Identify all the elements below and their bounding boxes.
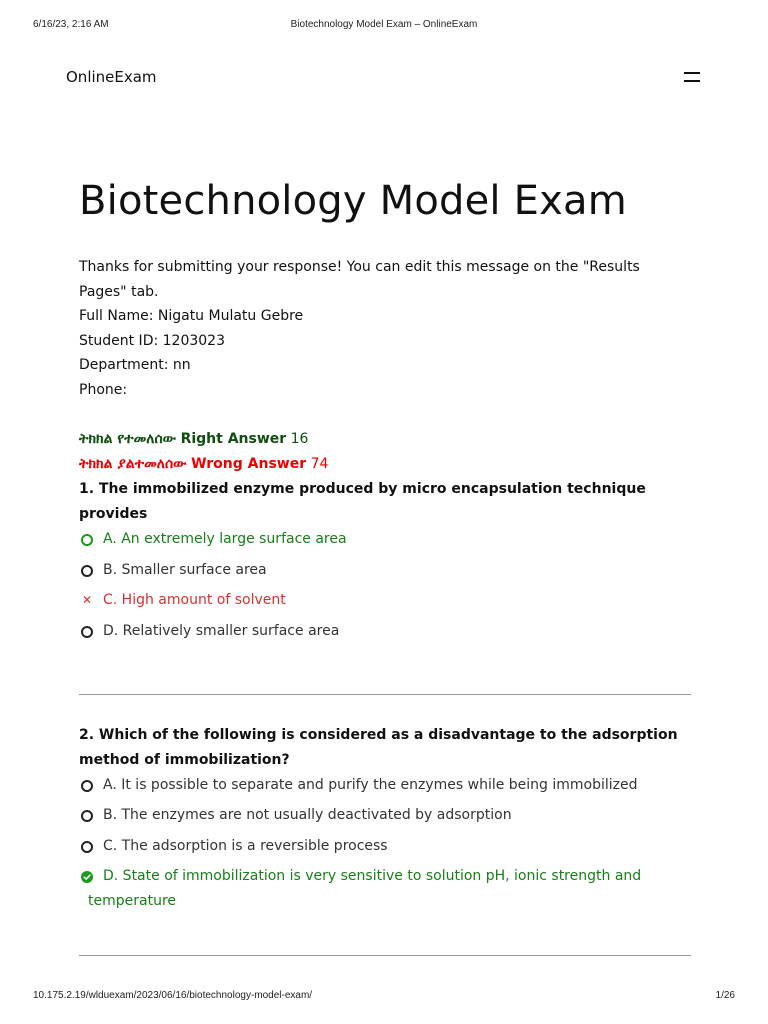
radio-ring-icon <box>81 810 93 822</box>
brand-link[interactable]: OnlineExam <box>66 68 157 86</box>
phone: Phone: <box>79 381 128 398</box>
radio-ring-icon <box>81 565 93 577</box>
question-text: 2. Which of the following is considered as a disadvantage to the adsorption method of immobilization? <box>79 726 678 768</box>
radio-ring-icon <box>81 841 93 853</box>
option-label: D. Relatively smaller surface area <box>103 622 340 639</box>
option-d <box>79 864 691 914</box>
option-c <box>79 834 691 859</box>
option-b <box>79 803 691 828</box>
radio-ring-icon <box>81 780 93 792</box>
option-label: A. An extremely large surface area <box>103 531 347 547</box>
option-label: B. Smaller surface area <box>103 561 267 578</box>
option-a <box>79 773 691 798</box>
question-2 <box>79 723 691 915</box>
wrong-label: Wrong Answer <box>191 456 307 472</box>
student-id: Student ID: 1203023 <box>79 332 225 349</box>
option-b <box>79 558 691 583</box>
right-label: Right Answer <box>180 431 287 447</box>
print-footer <box>0 990 768 1004</box>
question-text: 1. The immobilized enzyme produced by micro encapsulation technique provides <box>79 481 646 522</box>
page-title: Biotechnology Model Exam <box>79 178 627 224</box>
question-divider <box>79 955 691 956</box>
option-label: A. It is possible to separate and purify the enzymes while being immobilized <box>103 776 638 793</box>
print-header <box>0 16 768 32</box>
top-nav <box>66 66 701 90</box>
department: Department: nn <box>79 357 191 373</box>
page-number: 1/26 <box>715 990 735 1001</box>
check-circle-icon <box>81 871 93 883</box>
option-label: D. State of immobilization is very sensitive to solution pH, ionic strength and temperature <box>88 868 642 909</box>
option-label: B. The enzymes are not usually deactivated by adsorption <box>103 807 512 823</box>
thanks-message: Thanks for submitting your response! You can edit this message on the "Results Pages" tab. <box>79 259 640 300</box>
question-divider <box>79 694 691 695</box>
print-datetime: 6/16/23, 2:16 AM <box>33 19 109 30</box>
wrong-label-amharic: ትክክል ያልተመለሰው <box>79 456 187 472</box>
option-label: C. High amount of solvent <box>103 592 286 608</box>
option-list <box>79 527 691 644</box>
option-list <box>79 773 691 915</box>
submission-info <box>79 255 691 402</box>
option-d <box>79 619 691 644</box>
print-title: Biotechnology Model Exam – OnlineExam <box>290 19 478 30</box>
wrong-answer-line <box>79 452 691 477</box>
option-a <box>79 527 691 552</box>
main-content <box>79 170 691 956</box>
full-name: Full Name: Nigatu Mulatu Gebre <box>79 308 304 324</box>
score-summary <box>79 427 691 477</box>
option-c <box>79 588 691 613</box>
x-mark-icon: ✕ <box>81 593 93 607</box>
option-label: C. The adsorption is a reversible process <box>103 837 388 854</box>
correct-ring-icon <box>81 534 93 546</box>
right-label-amharic: ትክክል የተመለሰው <box>79 431 177 447</box>
question-1 <box>79 477 691 644</box>
right-answer-line <box>79 427 691 452</box>
print-url: 10.175.2.19/wlduexam/2023/06/16/biotechnology-model-exam/ <box>33 990 313 1001</box>
hamburger-menu-icon[interactable] <box>683 71 701 85</box>
radio-ring-icon <box>81 626 93 638</box>
wrong-count: 74 <box>310 456 329 472</box>
right-count: 16 <box>290 431 309 447</box>
